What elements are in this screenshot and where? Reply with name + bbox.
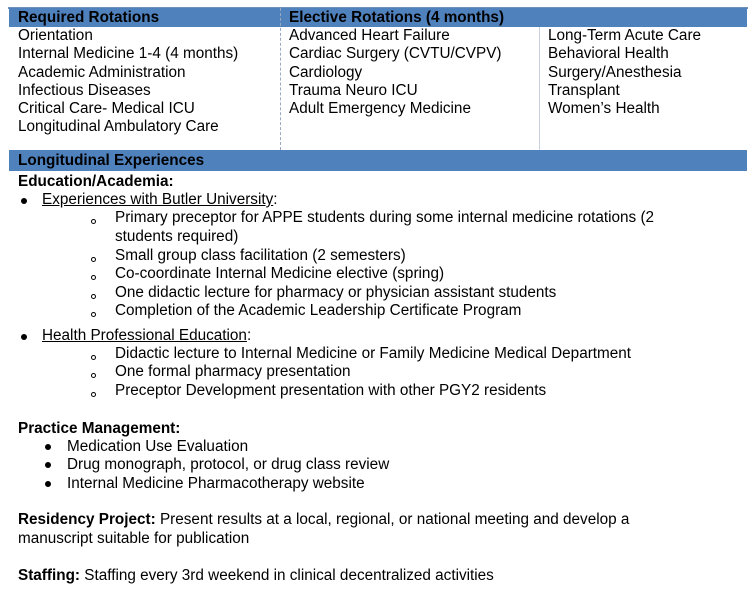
list-item: One formal pharmacy presentation [115, 363, 351, 380]
list-item: Small group class facilitation (2 semesters) [115, 247, 406, 264]
rotations-header-row [9, 8, 747, 27]
list-item: Women’s Health [548, 100, 660, 118]
list-item: Medication Use Evaluation [67, 438, 249, 455]
project-text-continued: manuscript suitable for publication [18, 530, 250, 547]
list-item: students required) [115, 228, 239, 245]
staffing-title: Staffing: [18, 567, 81, 584]
list-item: Adult Emergency Medicine [289, 100, 471, 118]
list-item: Longitudinal Ambulatory Care [18, 118, 219, 136]
longitudinal-experiences-body [9, 171, 747, 595]
list-item: Long-Term Acute Care [548, 27, 702, 44]
bullet-icon [21, 334, 27, 340]
list-item: Internal Medicine Pharmacotherapy website [67, 475, 365, 492]
circle-bullet-icon [91, 312, 96, 317]
education-title: Education/Academia: [18, 173, 174, 190]
circle-bullet-icon [91, 373, 96, 378]
circle-bullet-icon [91, 219, 96, 224]
project-title: Residency Project: [18, 511, 156, 528]
bullet-icon [45, 444, 51, 450]
list-item: Cardiac Surgery (CVTU/CVPV) [289, 45, 502, 63]
list-item: Orientation [18, 27, 93, 44]
list-item: Internal Medicine 1-4 (4 months) [18, 45, 239, 63]
staffing-text: Staffing every 3rd weekend in clinical decentralized activities [80, 567, 494, 584]
list-item: Cardiology [289, 63, 363, 81]
hpe-label: Health Professional Education [42, 327, 247, 344]
list-item: Infectious Diseases [18, 81, 151, 99]
list-item: One didactic lecture for pharmacy or physician assistant students [115, 284, 557, 301]
elective-rotations-header: Elective Rotations (4 months) [289, 9, 505, 26]
list-item: Drug monograph, protocol, or drug class review [67, 456, 390, 473]
staffing-line [18, 567, 494, 585]
residency-project-line [18, 511, 629, 529]
list-item: Transplant [548, 81, 620, 99]
rotations-table [8, 7, 748, 584]
circle-bullet-icon [91, 355, 96, 360]
practice-title: Practice Management: [18, 420, 181, 437]
list-item: Didactic lecture to Internal Medicine or Family Medicine Medical Department [115, 345, 632, 362]
circle-bullet-icon [91, 257, 96, 262]
butler-subheading: Experiences with Butler University: [42, 191, 278, 208]
list-item: Trauma Neuro ICU [289, 81, 418, 99]
hpe-subheading: Health Professional Education: [42, 327, 252, 344]
required-rotations-header: Required Rotations [18, 9, 160, 26]
butler-label: Experiences with Butler University [42, 191, 274, 208]
longitudinal-experiences-header: Longitudinal Experiences [9, 150, 747, 171]
list-item: Critical Care- Medical ICU [18, 100, 195, 118]
list-item: Completion of the Academic Leadership Certificate Program [115, 302, 522, 319]
list-item: Academic Administration [18, 63, 186, 81]
list-item: Co-coordinate Internal Medicine elective (spring) [115, 265, 445, 282]
project-text: Present results at a local, regional, or national meeting and develop a [155, 511, 630, 528]
required-rotations-list [9, 27, 280, 137]
circle-bullet-icon [91, 392, 96, 397]
list-item: Behavioral Health [548, 45, 669, 63]
circle-bullet-icon [91, 275, 96, 280]
elective-rotations-list-b [539, 27, 747, 118]
bullet-icon [45, 481, 51, 487]
list-item: Advanced Heart Failure [289, 27, 450, 44]
list-item: Surgery/Anesthesia [548, 63, 682, 81]
elective-rotations-list-a [280, 27, 539, 118]
circle-bullet-icon [91, 294, 96, 299]
bullet-icon [45, 462, 51, 468]
list-item: Primary preceptor for APPE students during some internal medicine rotations (2 [115, 209, 655, 226]
bullet-icon [21, 198, 27, 204]
list-item: Preceptor Development presentation with other PGY2 residents [115, 382, 547, 399]
